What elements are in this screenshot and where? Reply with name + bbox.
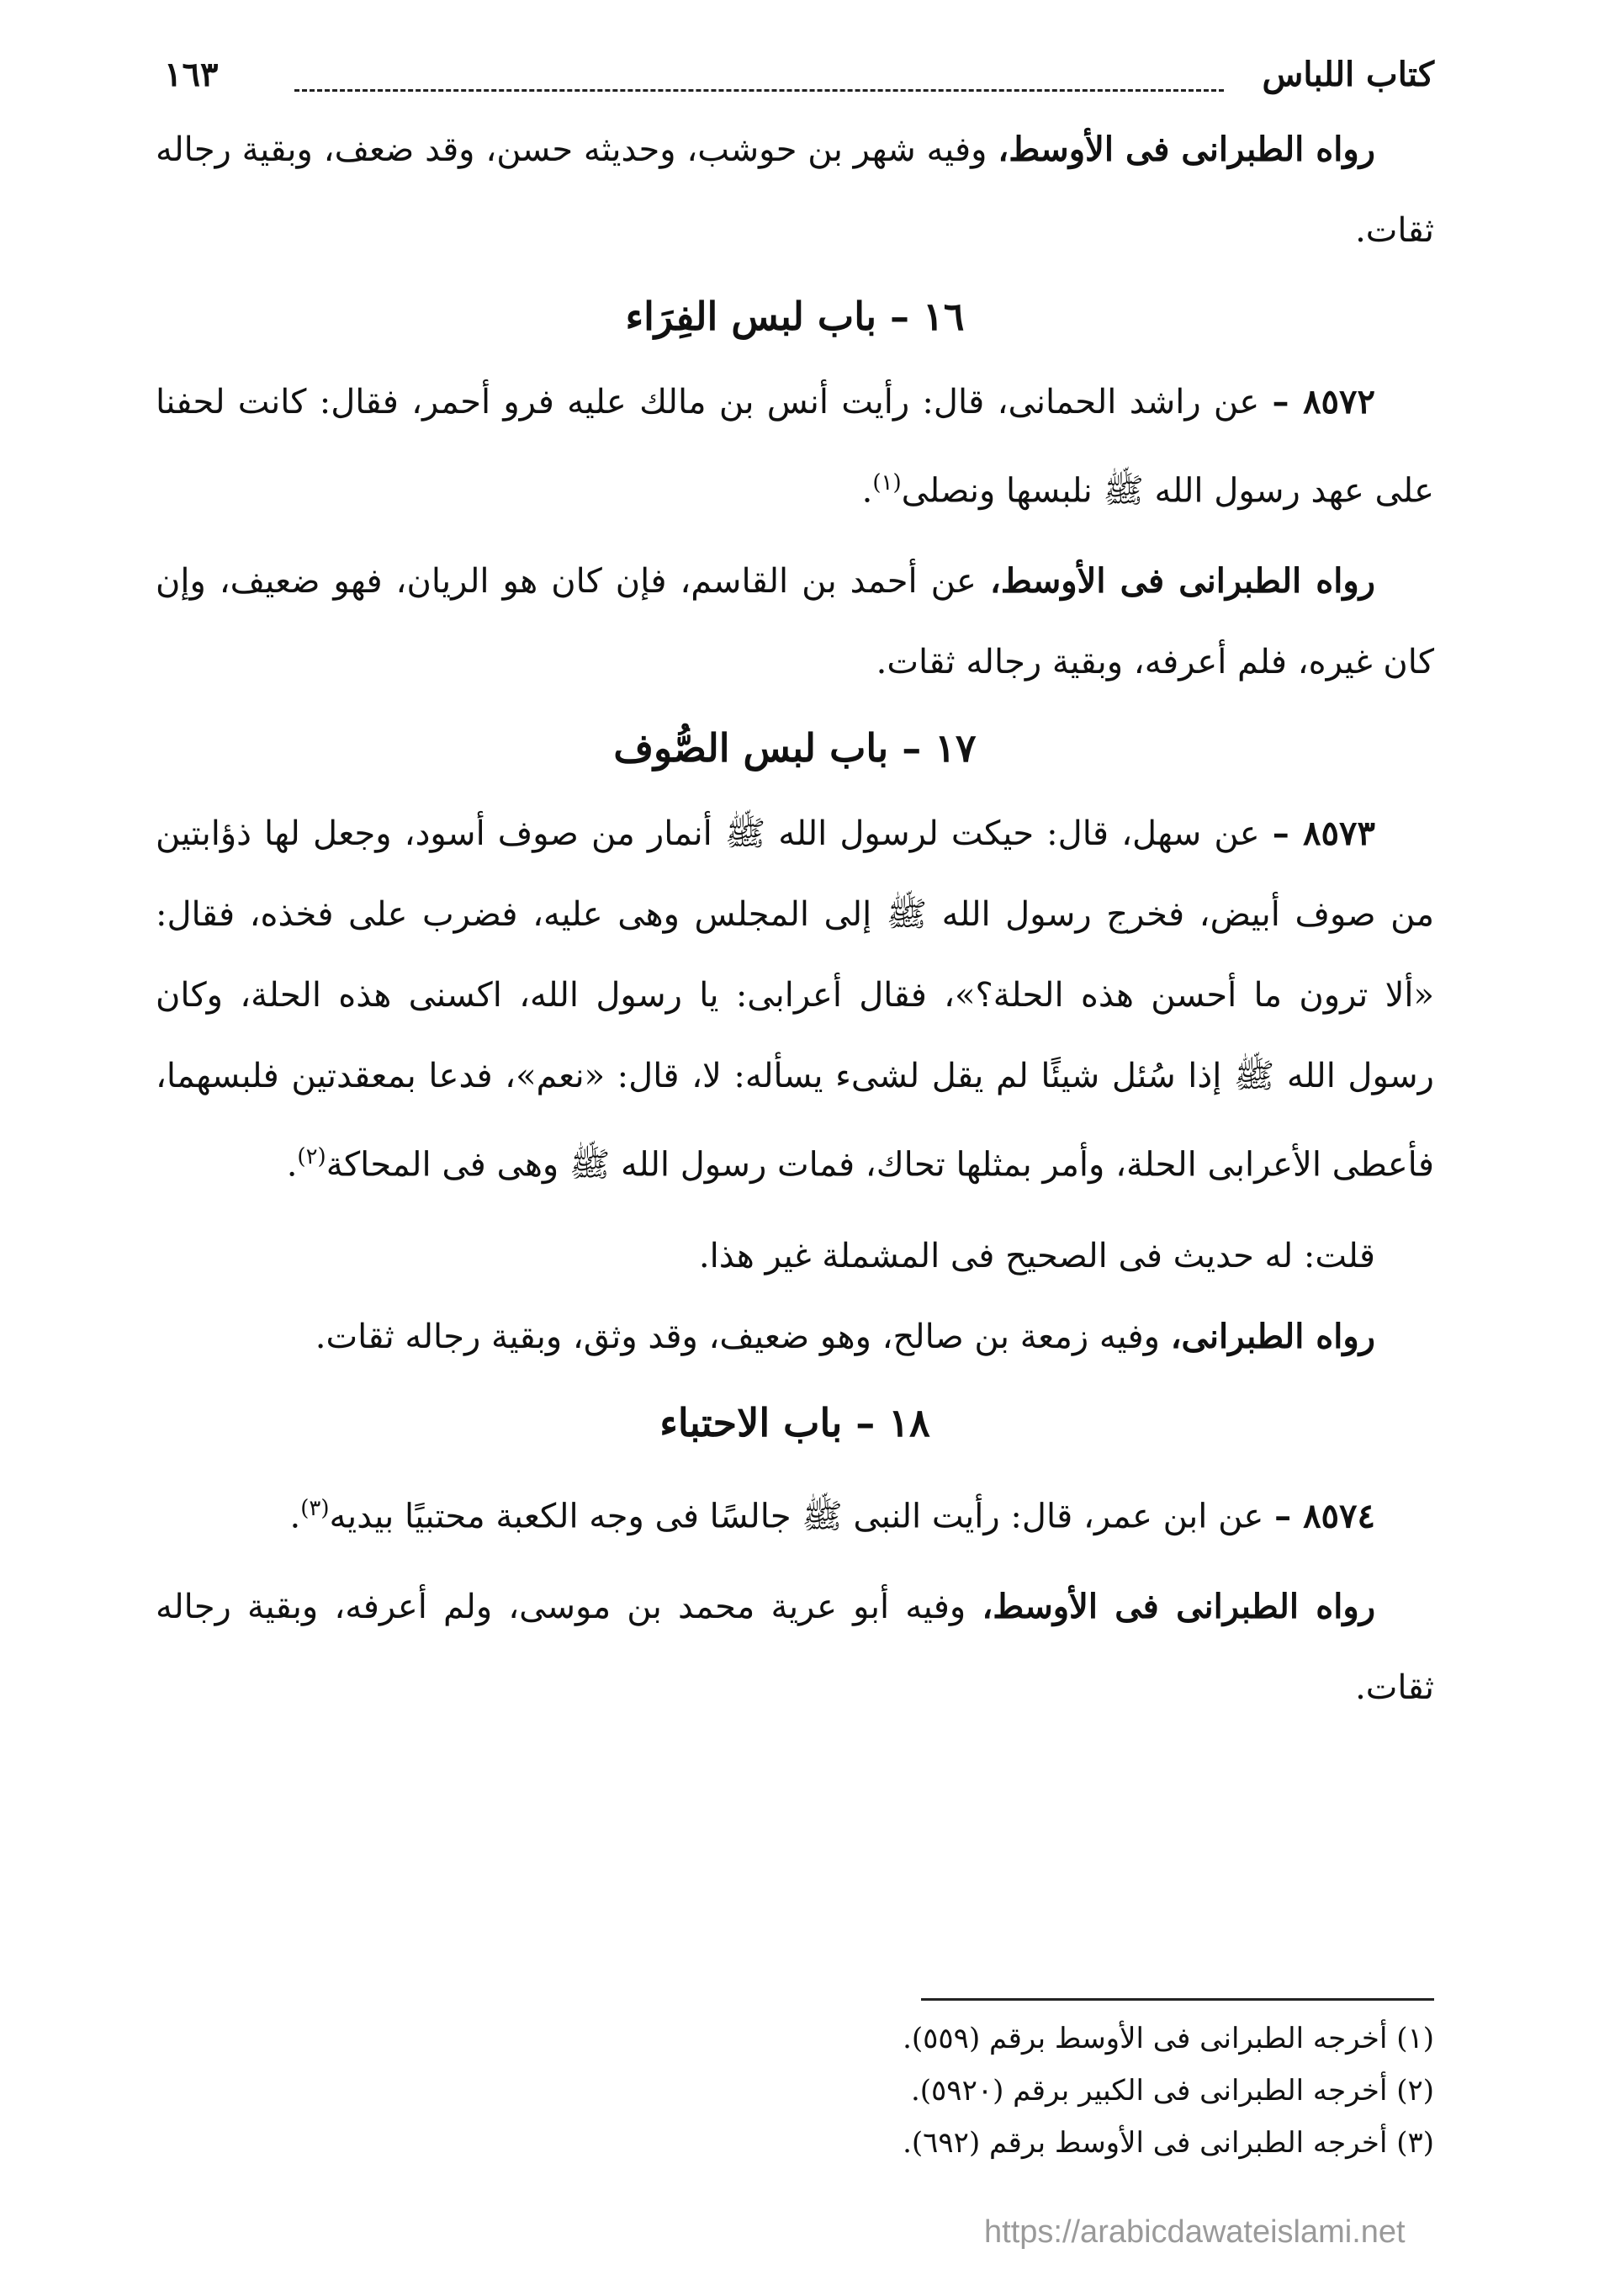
hadith-text: عن راشد الحمانى، قال: رأيت أنس بن مالك عليه فرو أحمر، فقال: كانت لحفنا على عهد رسول الله ﷺ نلبسها ونصلى xyxy=(156,383,1434,511)
running-header xyxy=(156,50,1434,109)
source-lead: رواه الطبرانى فى الأوسط، xyxy=(982,1586,1376,1626)
footnote-rule xyxy=(921,1998,1434,2001)
header-dashed-rule xyxy=(294,89,1224,92)
paragraph-text: عن أحمد بن القاسم، فإن كان هو الريان، فهو ضعيف، وإن كان غيره، فلم أعرفه، وبقية رجاله ثقات. xyxy=(156,562,1434,682)
paragraph-text: وفيه زمعة بن صالح، وهو ضعيف، وقد وثق، وبقية رجاله ثقات. xyxy=(315,1317,1171,1356)
watermark-url: https://arabicdawateislami.net xyxy=(984,2214,1406,2250)
hadith-end: . xyxy=(289,1496,301,1535)
hadith-text: عن ابن عمر، قال: رأيت النبى ﷺ جالسًا فى وجه الكعبة محتبيًا بيديه xyxy=(329,1496,1275,1535)
book-title: كتاب اللباس xyxy=(1262,55,1434,94)
hadith-8572 xyxy=(156,362,1434,531)
paragraph-text: وفيه شهر بن حوشب، وحديثه حسن، وقد ضعف، وبقية رجاله ثقات. xyxy=(156,130,1434,250)
hadith-number: ٨٥٧٢ – xyxy=(1272,382,1375,422)
paragraph-3 xyxy=(156,541,1434,703)
paragraph-1 xyxy=(156,109,1434,271)
page-number: ١٦٣ xyxy=(164,55,219,94)
footnote-ref: (٣) xyxy=(300,1495,330,1521)
footnote-ref: (١) xyxy=(872,470,902,496)
paragraph-5: قلت: له حديث فى الصحيح فى المشملة غير هذا. xyxy=(698,1236,1375,1275)
chapter-heading-18: ١٨ – باب الاحتباء xyxy=(659,1399,930,1445)
chapter-heading-16: ١٦ – باب لبس الفِرَاء xyxy=(625,294,965,339)
source-lead: رواه الطبرانى، xyxy=(1170,1316,1375,1356)
hadith-number: ٨٥٧٣ – xyxy=(1272,814,1375,854)
hadith-end: . xyxy=(286,1145,298,1185)
hadith-number: ٨٥٧٤ – xyxy=(1274,1495,1375,1535)
hadith-end: . xyxy=(861,471,873,511)
footnote-3: (٣) أخرجه الطبرانى فى الأوسط برقم (٦٩٢). xyxy=(903,2126,1434,2160)
footnote-1: (١) أخرجه الطبرانى فى الأوسط برقم (٥٥٩). xyxy=(903,2022,1434,2055)
footnotes xyxy=(156,1998,1434,2169)
page-body xyxy=(156,50,1434,1728)
hadith-8574 xyxy=(156,1468,1434,1556)
hadith-text: عن سهل، قال: حيكت لرسول الله ﷺ أنمار من صوف أسود، وجعل لها ذؤابتين من صوف أبيض، فخرج رسول الله ﷺ إلى المجلس وهى عليه، فضرب على فخذه، فقال: «ألا ترون ما أحسن هذه الحلة؟»، فقال أعرابى: يا رسول الله، اكسنى هذه الحلة، وكان رسول الله ﷺ إذا سُئل شيئًا لم يقل لشىء يسأله: لا، قال: «نعم»، فدعا بمعقدتين فلبسهما، فأعطى الأعرابى الحلة، وأمر بمثلها تحاك، فمات رسول الله ﷺ وهى فى المحاكة xyxy=(156,814,1434,1185)
footnote-2: (٢) أخرجه الطبرانى فى الكبير برقم (٥٩٢٠). xyxy=(910,2074,1434,2108)
source-lead: رواه الطبرانى فى الأوسط، xyxy=(998,130,1375,169)
paragraph-8 xyxy=(156,1567,1434,1728)
source-lead: رواه الطبرانى فى الأوسط، xyxy=(989,561,1375,602)
footnote-ref: (٢) xyxy=(297,1144,326,1170)
hadith-8573 xyxy=(156,793,1434,1205)
paragraph-6 xyxy=(156,1296,1434,1377)
chapter-heading-17: ١٧ – باب لبس الصُّوف xyxy=(613,725,977,772)
paragraph-text: وفيه أبو عرية محمد بن موسى، ولم أعرفه، وبقية رجاله ثقات. xyxy=(156,1587,1434,1707)
